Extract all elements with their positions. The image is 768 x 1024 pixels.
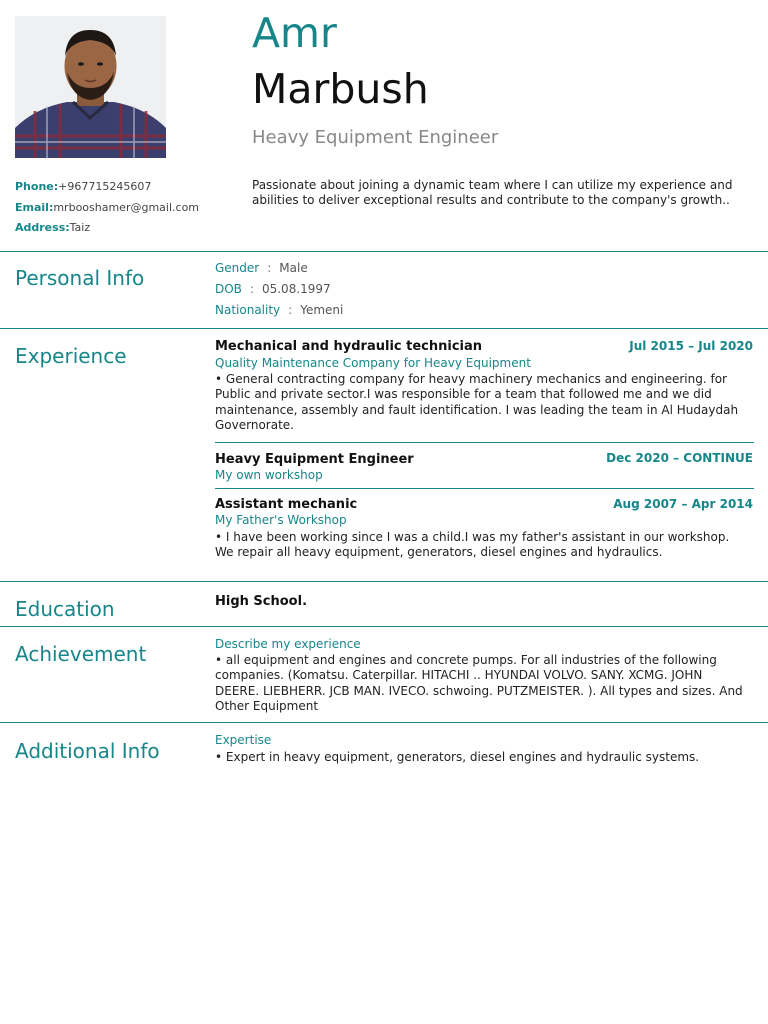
- personal-info-dob: [215, 282, 331, 297]
- profile-summary: Passionate about joining a dynamic team where I can utilize my experience and abilities to deliver exceptional results and contribute to the company's growth..: [252, 178, 733, 207]
- divider: [0, 251, 768, 252]
- section-title-education: Education: [15, 597, 115, 621]
- contact-address: [15, 221, 90, 235]
- section-title-experience: Experience: [15, 344, 127, 368]
- nationality-sep: :: [288, 303, 293, 317]
- dob-key: DOB: [215, 282, 242, 296]
- experience-company: Quality Maintenance Company for Heavy Equipment: [215, 356, 531, 370]
- divider: [0, 328, 768, 329]
- phone-value: +967715245607: [58, 180, 152, 193]
- phone-label: Phone:: [15, 180, 59, 193]
- dob-value: 05.08.1997: [261, 282, 331, 296]
- education-item: High School.: [215, 594, 308, 609]
- gender-sep: :: [267, 261, 272, 275]
- last-name: Marbush: [252, 65, 429, 113]
- experience-role: Mechanical and hydraulic technician: [215, 339, 483, 354]
- achievement-heading: Describe my experience: [215, 637, 361, 651]
- email-value: mrbooshamer@gmail.com: [53, 201, 200, 214]
- experience-description: • General contracting company for heavy machinery mechanics and engineering. for Public and private sector.I was responsible for a team that followed me and we did maintenance, assembly and fault identification. I was leading the team in Al Hudaydah Governorate.: [215, 372, 739, 432]
- experience-dates: Jul 2015 – Jul 2020: [629, 339, 753, 353]
- achievement-text: • all equipment and engines and concrete pumps. For all industries of the following companies. (Komatsu. Caterpillar. HITACHI .. HYUNDAI VOLVO. SANY. XCMG. JOHN DEERE. LIEBHERR. JCB MAN. IVECO. schwoing. PUTZMEISTER. ). All types and sizes. And Other Equipment: [215, 653, 743, 713]
- contact-phone: [15, 180, 151, 194]
- nationality-value: Yemeni: [300, 303, 344, 317]
- experience-company: My own workshop: [215, 468, 323, 482]
- gender-key: Gender: [215, 261, 260, 275]
- divider: [0, 722, 768, 723]
- personal-info-nationality: [215, 303, 343, 318]
- dob-sep: :: [249, 282, 254, 296]
- section-title-achievement: Achievement: [15, 642, 147, 666]
- profile-photo-image: [15, 16, 166, 158]
- job-title: Heavy Equipment Engineer: [252, 127, 499, 148]
- experience-dates: Dec 2020 – CONTINUE: [606, 451, 753, 465]
- experience-role: Heavy Equipment Engineer: [215, 452, 414, 467]
- divider: [0, 626, 768, 627]
- profile-photo: [15, 16, 166, 158]
- additional-info-text: • Expert in heavy equipment, generators, diesel engines and hydraulic systems.: [215, 750, 700, 764]
- address-value: Taiz: [69, 221, 91, 234]
- email-label: Email:: [15, 201, 54, 214]
- first-name: Amr: [252, 9, 337, 57]
- experience-company: My Father's Workshop: [215, 513, 347, 527]
- nationality-key: Nationality: [215, 303, 281, 317]
- experience-divider: [215, 442, 754, 443]
- experience-dates: Aug 2007 – Apr 2014: [613, 497, 753, 511]
- experience-role: Assistant mechanic: [215, 497, 358, 512]
- section-title-personal-info: Personal Info: [15, 266, 145, 290]
- contact-email: [15, 201, 199, 215]
- address-label: Address:: [15, 221, 70, 234]
- experience-divider: [215, 488, 754, 489]
- experience-description: • I have been working since I was a child.I was my father's assistant in our workshop. We repair all heavy equipment, generators, diesel engines and hydraulics.: [215, 530, 730, 560]
- additional-info-heading: Expertise: [215, 733, 272, 747]
- gender-value: Male: [279, 261, 308, 275]
- personal-info-gender: [215, 261, 308, 276]
- section-title-additional-info: Additional Info: [15, 739, 160, 763]
- divider: [0, 581, 768, 582]
